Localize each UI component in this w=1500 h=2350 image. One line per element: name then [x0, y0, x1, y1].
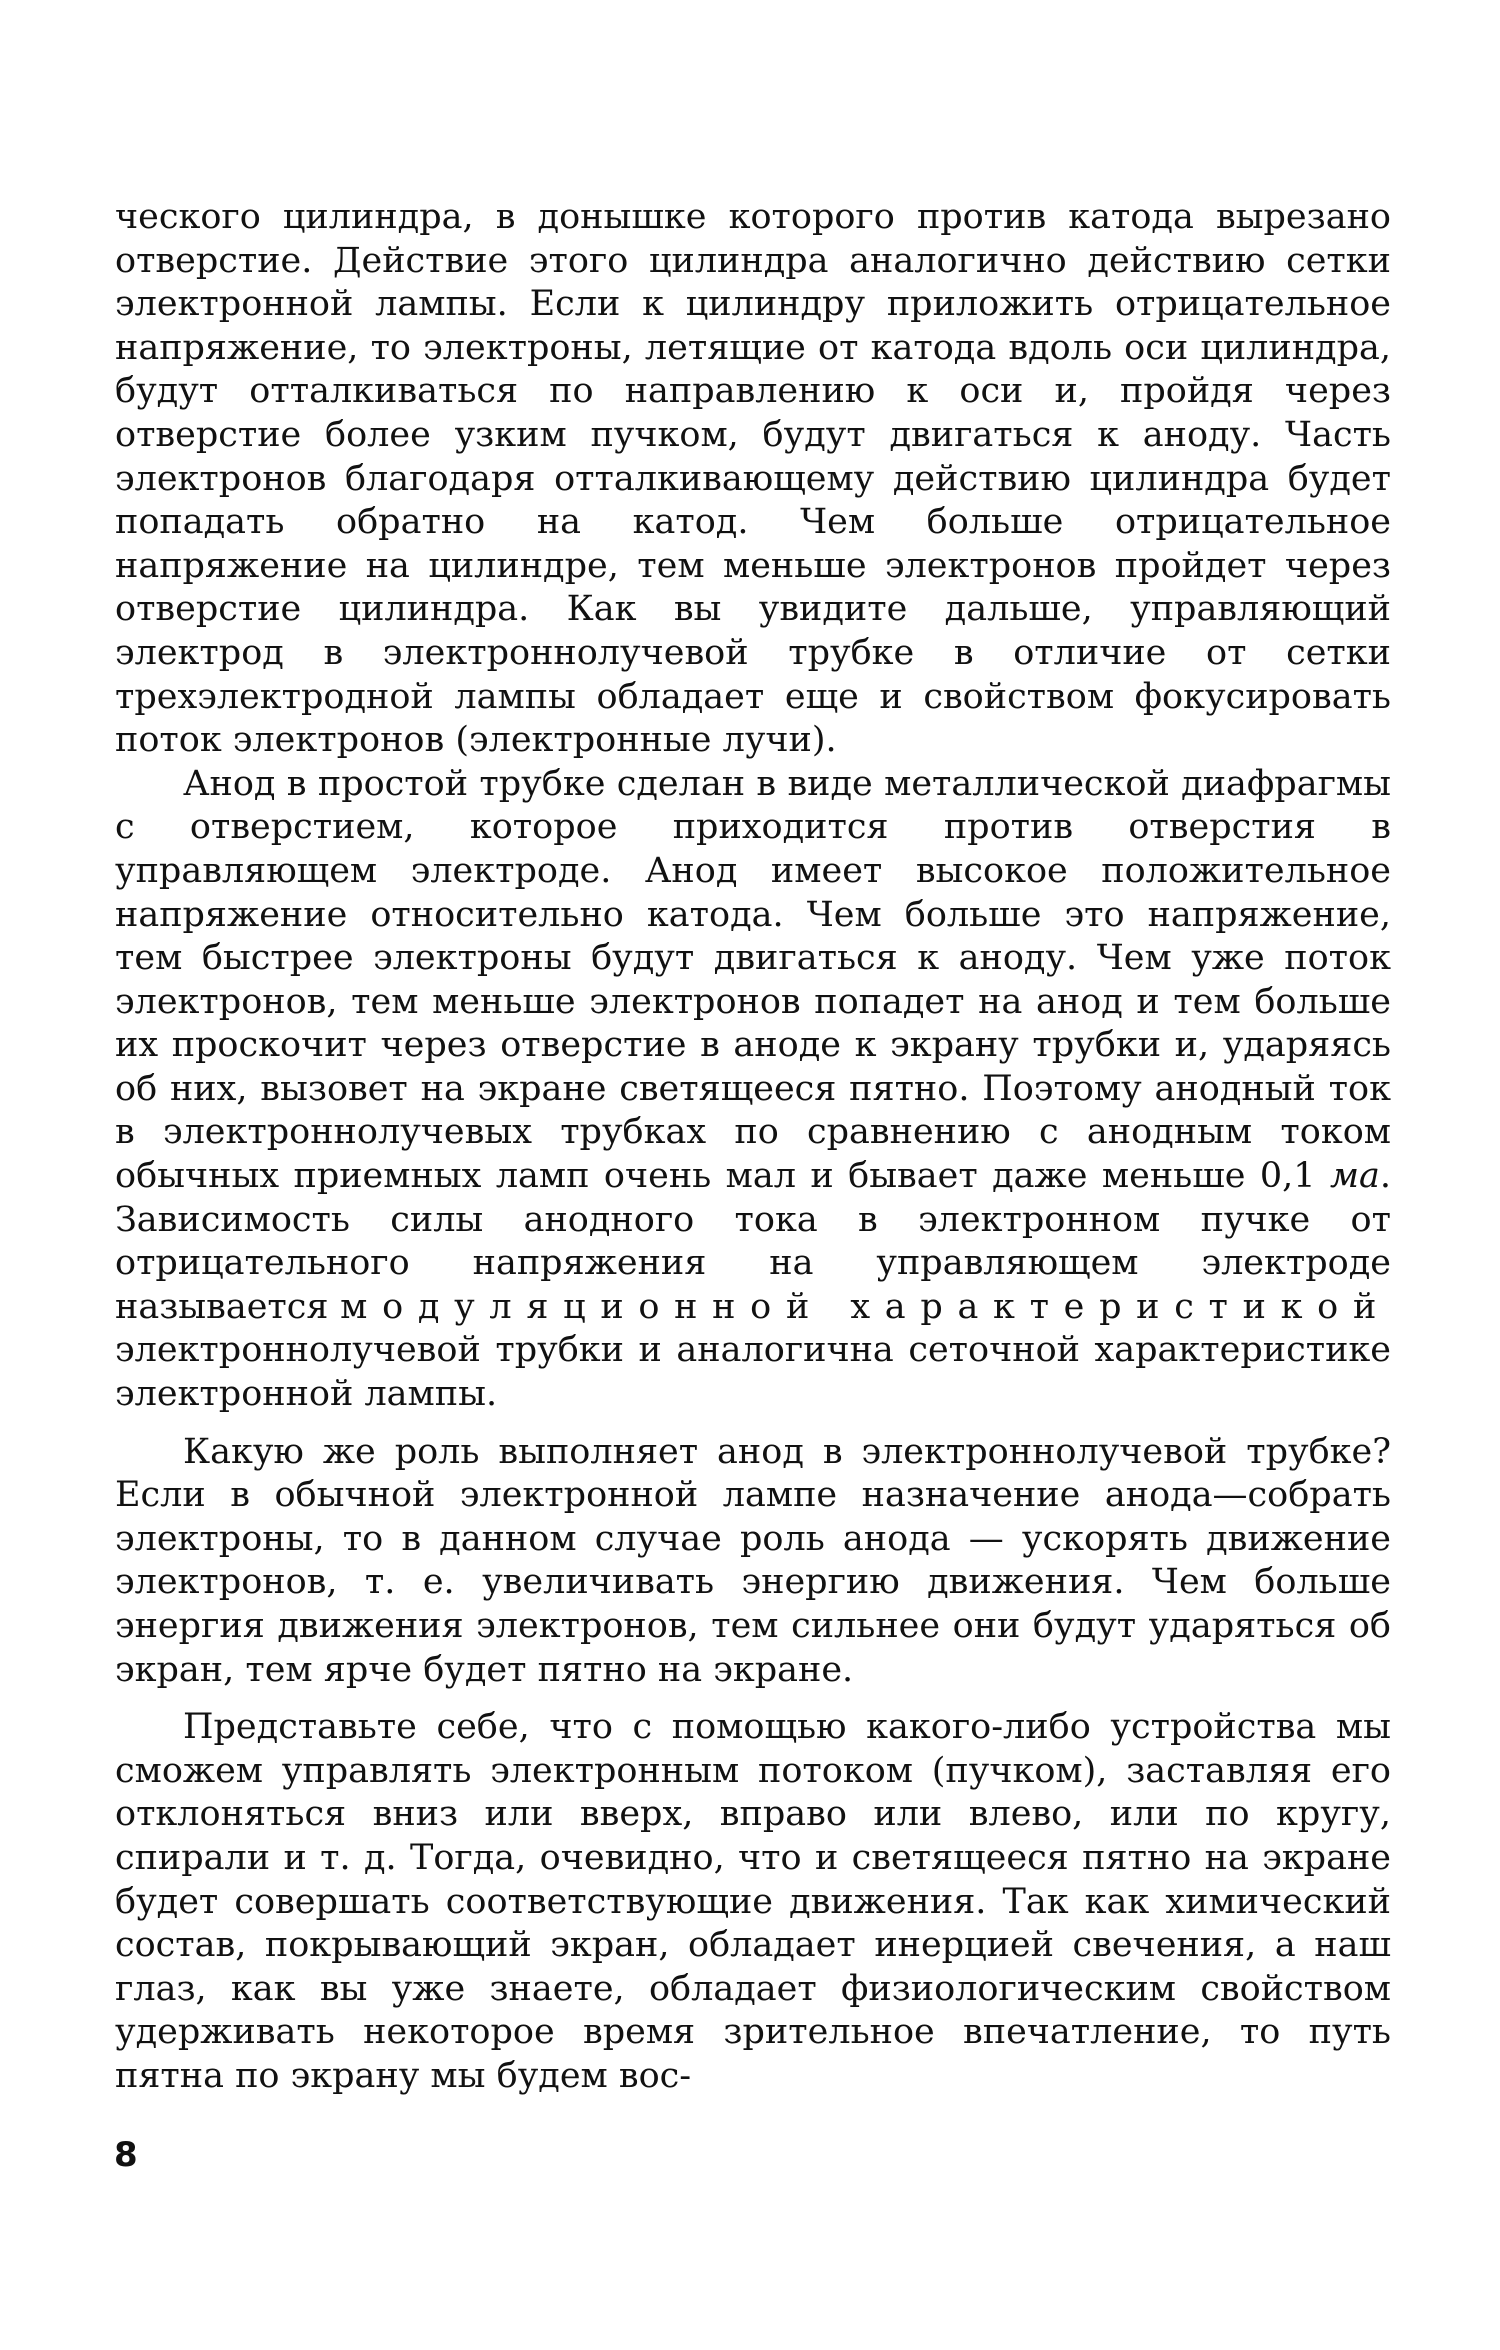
- paragraph-2-text-after: электроннолучевой трубки и аналогична сеточной характеристике электронной лампы.: [115, 1330, 1391, 1415]
- page-text: [115, 196, 1391, 2099]
- spaced-term: модуляционной характеристикой: [340, 1286, 1391, 1327]
- paragraph-2-text-middle: . Зависимость силы анодного тока в электронном пучке от отрицательного напряжения на управляющем электроде называется: [115, 1156, 1391, 1327]
- paragraph-1: ческого цилиндра, в донышке которого против катода вырезано отверстие. Действие этого цилиндра аналогично действию сетки электронной лампы. Если к цилиндру приложить отрицательное напряжение, то электроны, летящие от катода вдоль оси цилиндра, будут отталкиваться по направлению к оси и, пройдя через отверстие более узким пучком, будут двигаться к аноду. Часть электронов благодаря отталкивающему действию цилиндра будет попадать обратно на катод. Чем больше отрицательное напряжение на цилиндре, тем меньше электронов пройдет через отверстие цилиндра. Как вы увидите дальше, управляющий электрод в электроннолучевой трубке в отличие от сетки трехэлектродной лампы обладает еще и свойством фокусировать поток электронов (электронные лучи).: [115, 197, 1391, 761]
- page-number: 8: [114, 2135, 138, 2175]
- paragraph-3: Какую же роль выполняет анод в электроннолучевой трубке? Если в обычной электронной лампе назначение анода—собрать электроны, то в данном случае роль анода — ускорять движение электронов, т. е. увеличивать энергию движения. Чем больше энергия движения электронов, тем сильнее они будут ударяться об экран, тем ярче будет пятно на экране.: [115, 1431, 1391, 1690]
- paragraph-2-text-before: Анод в простой трубке сделан в виде металлической диафрагмы с отверстием, которое приходится против отверстия в управляющем электроде. Анод имеет высокое положительное напряжение относительно катода. Чем больше это напряжение, тем быстрее электроны будут двигаться к аноду. Чем уже поток электронов, тем меньше электронов попадет на анод и тем больше их проскочит через отверстие в аноде к экрану трубки и, ударяясь об них, вызовет на экране светящееся пятно. Поэтому анодный ток в электроннолучевых трубках по сравнению с анодным током обычных приемных ламп очень мал и бывает даже меньше 0,1: [115, 763, 1391, 1197]
- paragraph-2: [115, 763, 1391, 1417]
- paragraph-4: Представьте себе, что с помощью какого-либо устройства мы сможем управлять электронным потоком (пучком), заставляя его отклоняться вниз или вверх, вправо или влево, или по кругу, спирали и т. д. Тогда, очевидно, что и светящееся пятно на экране будет совершать соответствующие движения. Так как химический состав, покрывающий экран, обладает инерцией свечения, а наш глаз, как вы уже знаете, обладает физиологическим свойством удерживать некоторое время зрительное впечатление, то путь пятна по экрану мы будем вос-: [115, 1707, 1391, 2096]
- unit-ma: ма: [1329, 1156, 1380, 1197]
